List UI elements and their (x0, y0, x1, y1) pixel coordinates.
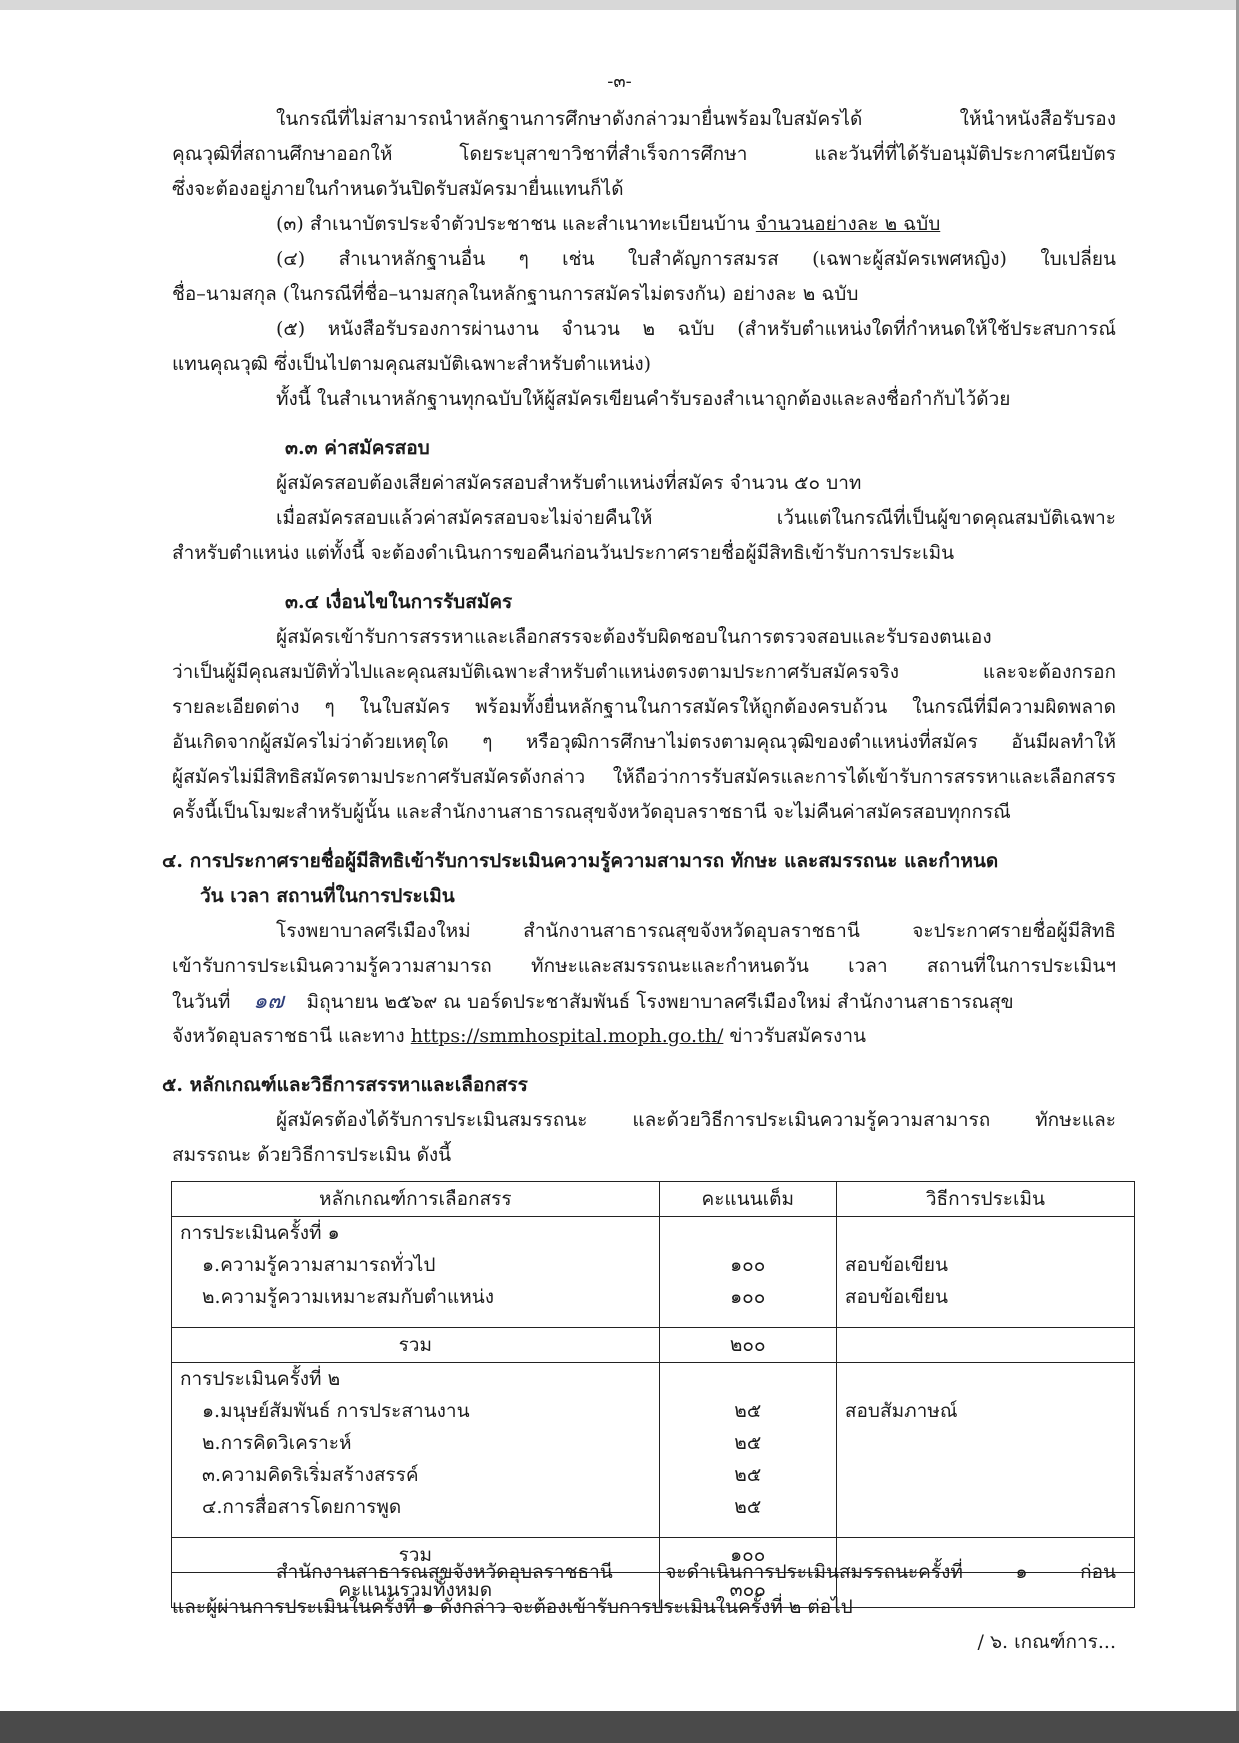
document-body (162, 102, 1116, 1608)
table-header: คะแนนเต็ม (659, 1182, 836, 1217)
table-header: วิธีการประเมิน (836, 1182, 1134, 1217)
para-line: ในกรณีที่ไม่สามารถนำหลักฐานการศึกษาดังกล่าวมายื่นพร้อมใบสมัครได้ ให้นำหนังสือรับรอง (276, 108, 1116, 130)
subtotal-row (172, 1328, 1135, 1363)
table-row (172, 1491, 1135, 1523)
subtotal-label: รวม (172, 1538, 660, 1573)
para-line: สมรรถนะ ด้วยวิธีการประเมิน ดังนี้ (172, 1144, 452, 1166)
section-heading-4-cont: วัน เวลา สถานที่ในการประเมิน (200, 885, 455, 907)
table-row (172, 1363, 1135, 1396)
para-line: สำนักงานสาธารณสุขจังหวัดอุบลราชธานี จะดำเนินการประเมินสมรรถนะครั้งที่ ๑ ก่อน (276, 1561, 1116, 1583)
para-line: ชื่อ–นามสกุล (ในกรณีที่ชื่อ–นามสกุลในหลักฐานการสมัครไม่ตรงกัน) อย่างละ ๒ ฉบับ (172, 283, 859, 305)
score: ๒๕ (659, 1459, 836, 1491)
criterion: ๑.มนุษย์สัมพันธ์ การประสานงาน (172, 1395, 660, 1427)
score: ๒๕ (659, 1427, 836, 1459)
para-line: ผู้สมัครไม่มีสิทธิสมัครตามประกาศรับสมัครดังกล่าว ให้ถือว่าการรับสมัครและการได้เข้ารับการสรรหาและเลือกสรร (172, 766, 1116, 788)
para-line (172, 984, 1116, 1019)
criterion: ๒.ความรู้ความเหมาะสมกับตำแหน่ง (172, 1281, 660, 1313)
text: (๓) สำเนาบัตรประจำตัวประชาชน และสำเนาทะเบียนบ้าน (276, 213, 756, 235)
para-line: ครั้งนี้เป็นโมฆะสำหรับผู้นั้น และสำนักงานสาธารณสุขจังหวัดอุบลราชธานี จะไม่คืนค่าสมัครสอบทุกกรณี (172, 801, 1011, 823)
subtotal-score: ๑๐๐ (659, 1538, 836, 1573)
para-line: เข้ารับการประเมินความรู้ความสามารถ ทักษะและสมรรถนะและกำหนดวัน เวลา สถานที่ในการประเมินฯ (172, 955, 1116, 977)
hospital-link[interactable]: https://smmhospital.moph.go.th/ (410, 1025, 724, 1047)
para-line: ว่าเป็นผู้มีคุณสมบัติทั่วไปและคุณสมบัติเฉพาะสำหรับตำแหน่งตรงตามประกาศรับสมัครจริง และจะต้องกรอก (172, 661, 1116, 683)
section-heading-4: ๔. การประกาศรายชื่อผู้มีสิทธิเข้ารับการประเมินความรู้ความสามารถ ทักษะ และสมรรถนะ และกำหนด (162, 850, 999, 872)
score: ๑๐๐ (659, 1249, 836, 1281)
method: สอบข้อเขียน (836, 1281, 1134, 1313)
scan-bottom-bar (0, 1711, 1239, 1743)
criterion: ๑.ความรู้ความสามารถทั่วไป (172, 1249, 660, 1281)
method: สอบสัมภาษณ์ (836, 1395, 1134, 1427)
scan-top-strip (0, 0, 1239, 10)
table-row (172, 1217, 1135, 1250)
text: ข่าวรับสมัครงาน (723, 1025, 866, 1047)
closing-paragraph (172, 1555, 1116, 1660)
method (836, 1459, 1134, 1491)
continuation-marker: / ๖. เกณฑ์การ... (977, 1631, 1116, 1653)
text: จังหวัดอุบลราชธานี และทาง (172, 1025, 411, 1047)
section-heading-5: ๕. หลักเกณฑ์และวิธีการสรรหาและเลือกสรร (162, 1074, 528, 1096)
page-number: -๓- (607, 71, 632, 92)
para-line: เมื่อสมัครสอบแล้วค่าสมัครสอบจะไม่จ่ายคืนให้ เว้นแต่ในกรณีที่เป็นผู้ขาดคุณสมบัติเฉพาะ (276, 507, 1116, 529)
table-row (172, 1281, 1135, 1313)
method (836, 1427, 1134, 1459)
section-heading-3-3: ๓.๓ ค่าสมัครสอบ (285, 437, 430, 459)
table-row (172, 1395, 1135, 1427)
score: ๒๕ (659, 1491, 836, 1523)
para-line: โรงพยาบาลศรีเมืองใหม่ สำนักงานสาธารณสุขจังหวัดอุบลราชธานี จะประกาศรายชื่อผู้มีสิทธิ (276, 920, 1116, 942)
score: ๒๕ (659, 1395, 836, 1427)
para-line: รายละเอียดต่าง ๆ ในใบสมัคร พร้อมทั้งยื่นหลักฐานในการสมัครให้ถูกต้องครบถ้วน ในกรณีที่มีความผิดพลาด (172, 696, 1116, 718)
para-line (172, 1019, 1116, 1054)
text: มิถุนายน ๒๕๖๙ ณ บอร์ดประชาสัมพันธ์ โรงพยาบาลศรีเมืองใหม่ สำนักงานสาธารณสุข (300, 991, 1014, 1013)
para-line: ผู้สมัครเข้ารับการสรรหาและเลือกสรรจะต้องรับผิดชอบในการตรวจสอบและรับรองตนเอง (276, 626, 992, 648)
group-title: การประเมินครั้งที่ ๑ (172, 1217, 660, 1250)
para-line: และผู้ผ่านการประเมินในครั้งที่ ๑ ดังกล่าว จะต้องเข้ารับการประเมินในครั้งที่ ๒ ต่อไป (172, 1596, 853, 1618)
criteria-table (171, 1181, 1135, 1608)
para-line: สำหรับตำแหน่ง แต่ทั้งนี้ จะต้องดำเนินการขอคืนก่อนวันประกาศรายชื่อผู้มีสิทธิเข้ารับการประเมิน (172, 542, 955, 564)
underlined-text: จำนวนอย่างละ ๒ ฉบับ (755, 213, 941, 235)
para-line: ผู้สมัครสอบต้องเสียค่าสมัครสอบสำหรับตำแหน่งที่สมัคร จำนวน ๕๐ บาท (276, 472, 862, 494)
para-line: คุณวุฒิที่สถานศึกษาออกให้ โดยระบุสาขาวิชาที่สำเร็จการศึกษา และวันที่ที่ได้รับอนุมัติประกาศนียบัตร (172, 143, 1116, 165)
table-row (172, 1249, 1135, 1281)
grand-total-label: คะแนนรวมทั้งหมด (172, 1573, 660, 1608)
table-header: หลักเกณฑ์การเลือกสรร (172, 1182, 660, 1217)
table-row (172, 1523, 1135, 1538)
para-line: (๕) หนังสือรับรองการผ่านงาน จำนวน ๒ ฉบับ (สำหรับตำแหน่งใดที่กำหนดให้ใช้ประสบการณ์ (276, 318, 1116, 340)
para-line (172, 207, 1116, 242)
table-row (172, 1459, 1135, 1491)
subtotal-score: ๒๐๐ (659, 1328, 836, 1363)
text: ในวันที่ (172, 991, 237, 1013)
grand-total-score: ๓๐๐ (659, 1573, 836, 1608)
subtotal-label: รวม (172, 1328, 660, 1363)
section-heading-3-4: ๓.๔ เงื่อนไขในการรับสมัคร (285, 591, 513, 613)
para-line: อันเกิดจากผู้สมัครไม่ว่าด้วยเหตุใด ๆ หรือวุฒิการศึกษาไม่ตรงตามคุณวุฒิของตำแหน่งที่สมัคร อันมีผลทำให้ (172, 731, 1116, 753)
para-line: แทนคุณวุฒิ ซึ่งเป็นไปตามคุณสมบัติเฉพาะสำหรับตำแหน่ง) (172, 353, 652, 375)
table-row (172, 1427, 1135, 1459)
score: ๑๐๐ (659, 1281, 836, 1313)
table-row (172, 1313, 1135, 1328)
para-line: ซึ่งจะต้องอยู่ภายในกำหนดวันปิดรับสมัครมายื่นแทนก็ได้ (172, 178, 624, 200)
group-title: การประเมินครั้งที่ ๒ (172, 1363, 660, 1396)
para-line: ทั้งนี้ ในสำเนาหลักฐานทุกฉบับให้ผู้สมัครเขียนคำรับรองสำเนาถูกต้องและลงชื่อกำกับไว้ด้วย (276, 388, 1011, 410)
para-line: (๔) สำเนาหลักฐานอื่น ๆ เช่น ใบสำคัญการสมรส (เฉพาะผู้สมัครเพศหญิง) ใบเปลี่ยน (276, 248, 1116, 270)
table-header-row (172, 1182, 1135, 1217)
handwritten-date: ๑๗ (253, 989, 284, 1014)
method: สอบข้อเขียน (836, 1249, 1134, 1281)
method (836, 1491, 1134, 1523)
para-line: ผู้สมัครต้องได้รับการประเมินสมรรถนะ และด้วยวิธีการประเมินความรู้ความสามารถ ทักษะและ (276, 1109, 1116, 1131)
criterion: ๒.การคิดวิเคราะห์ (172, 1427, 660, 1459)
criterion: ๓.ความคิดริเริ่มสร้างสรรค์ (172, 1459, 660, 1491)
criterion: ๔.การสื่อสารโดยการพูด (172, 1491, 660, 1523)
